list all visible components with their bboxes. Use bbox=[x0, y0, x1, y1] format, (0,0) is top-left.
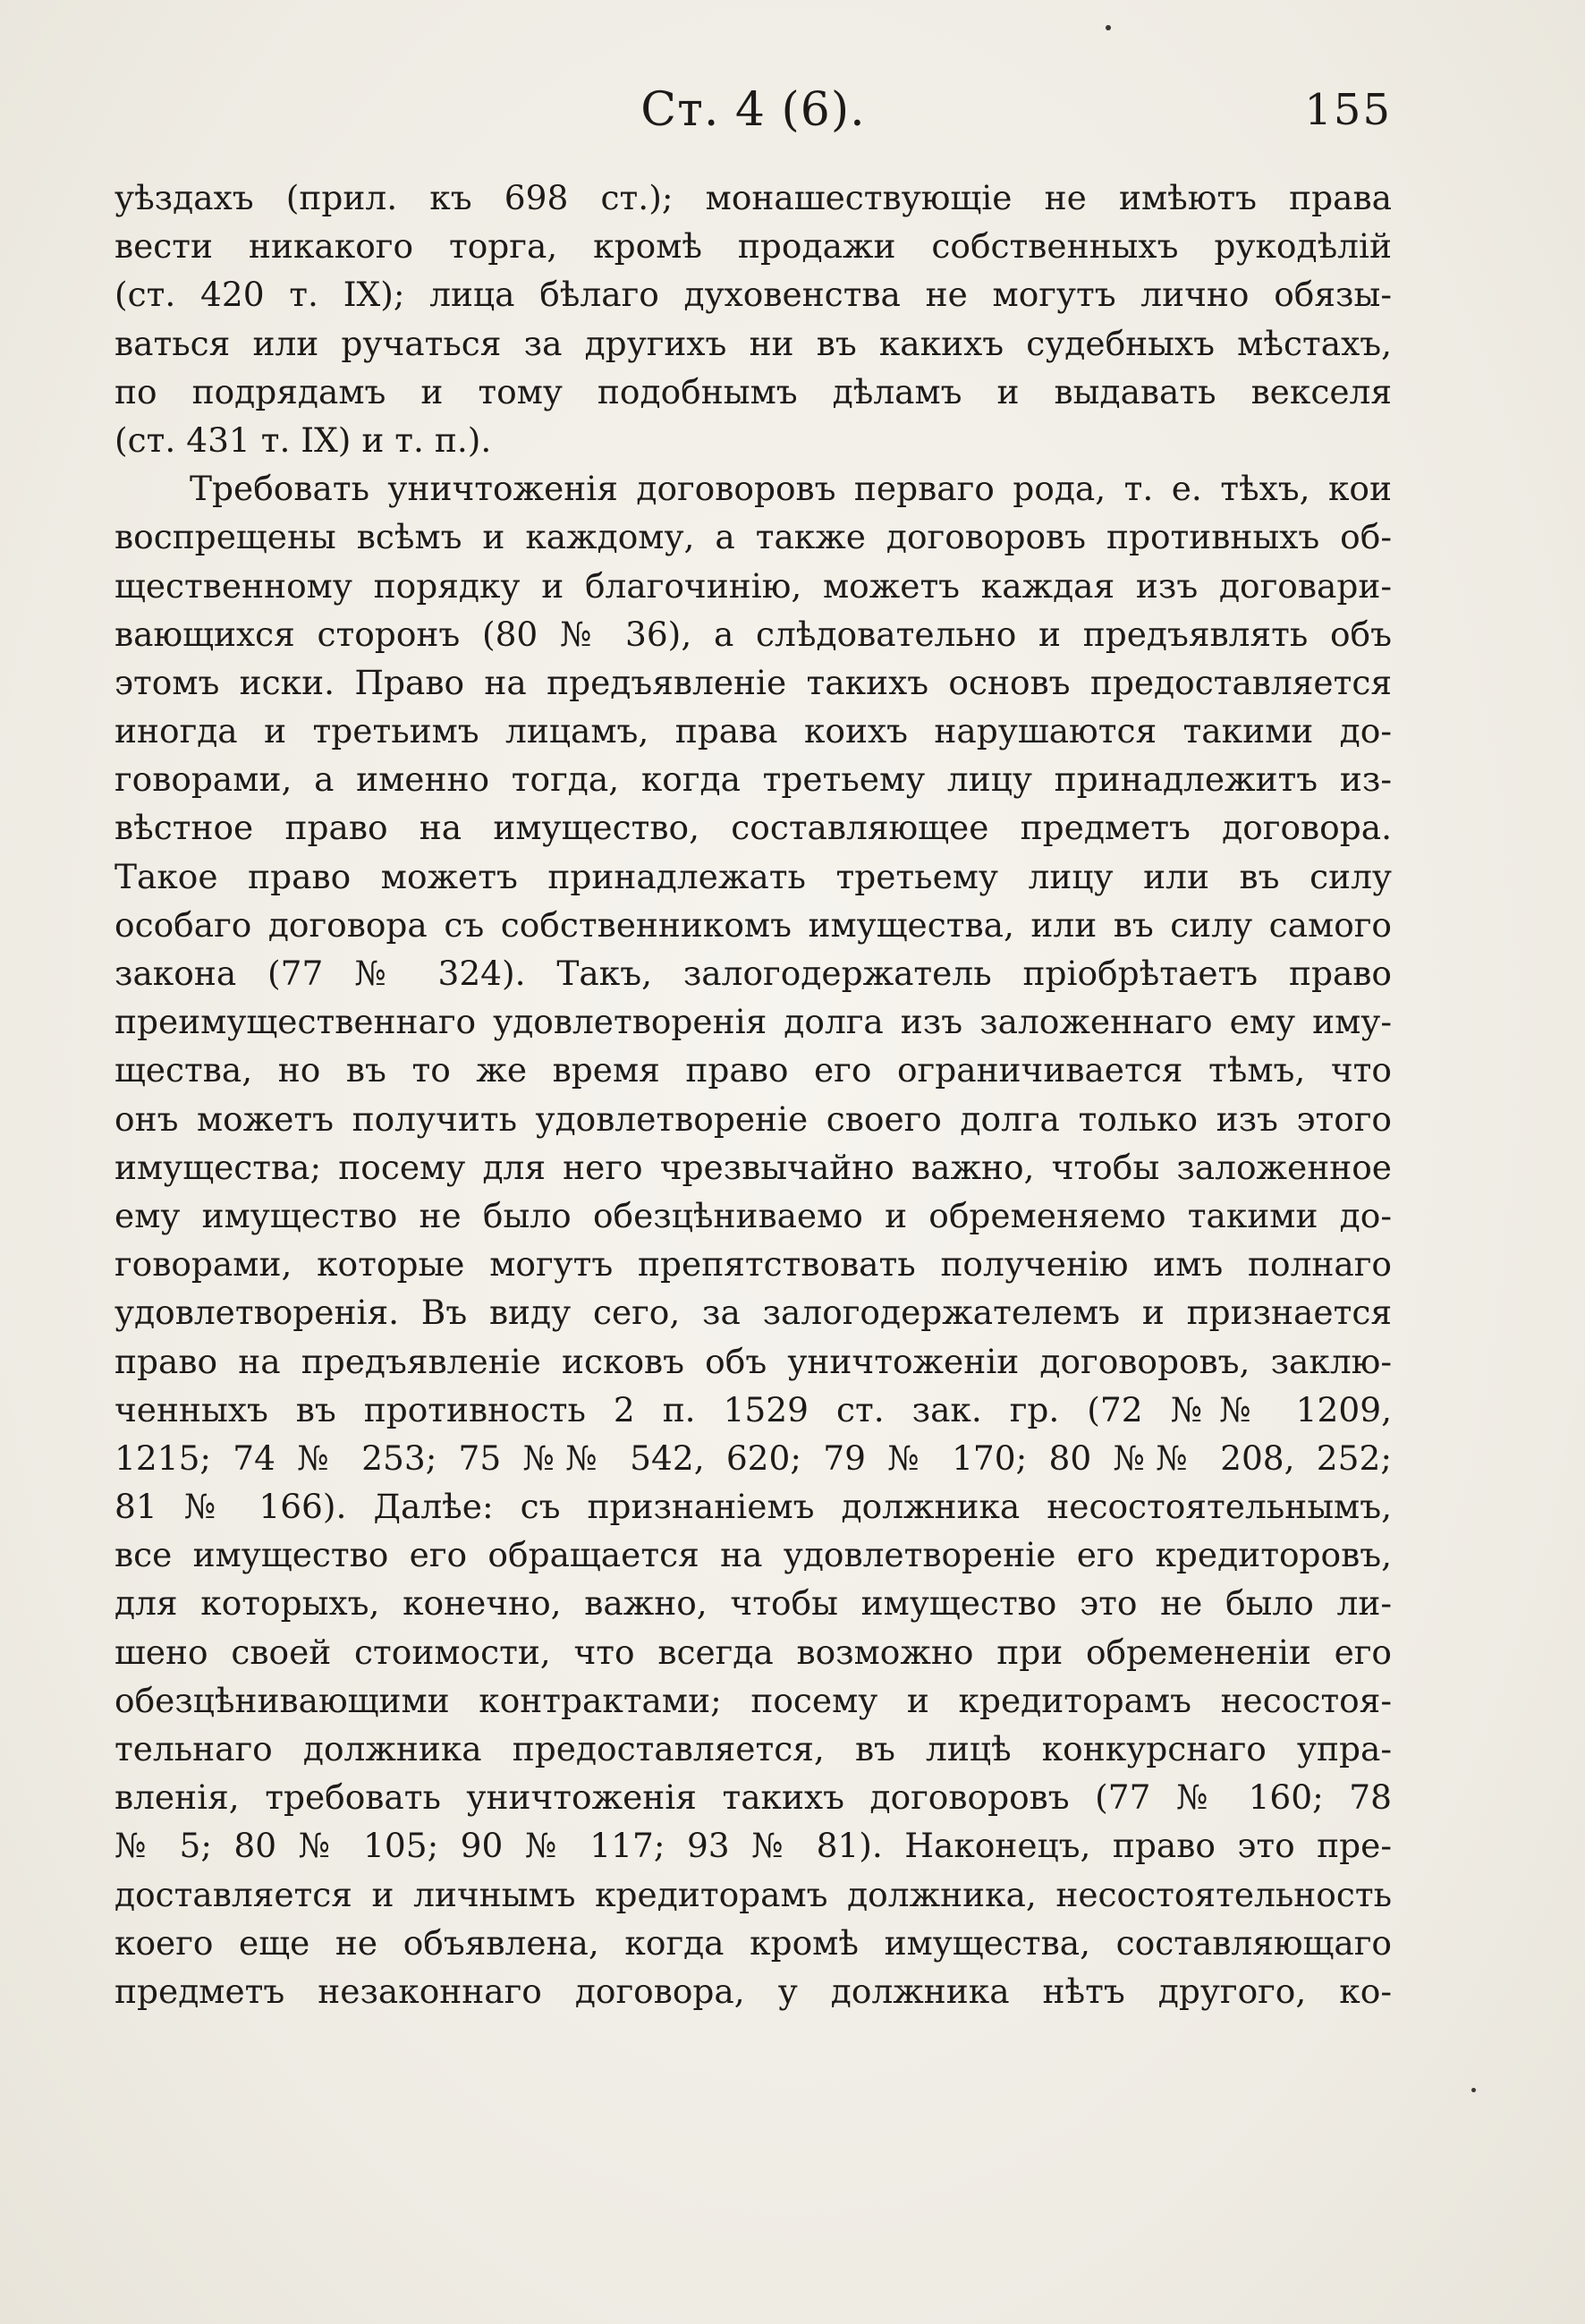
page-header bbox=[114, 79, 1392, 141]
text-line: ему имущество не было обезцѣниваемо и обременяемо такими до- bbox=[114, 1195, 1392, 1235]
body-text bbox=[114, 174, 1392, 2015]
text-line: щественному порядку и благочинію, можетъ каждая изъ договари- bbox=[114, 565, 1392, 606]
text-line: 81 № 166). Далѣе: съ признаніемъ должника несостоятельнымъ, bbox=[114, 1487, 1392, 1527]
text-line: преимущественнаго удовлетворенія долга изъ заложеннаго ему иму- bbox=[114, 1002, 1392, 1042]
text-line: онъ можетъ получить удовлетвореніе своего долга только изъ этого bbox=[114, 1098, 1392, 1139]
text-line: для которыхъ, конечно, важно, чтобы имущество это не было ли- bbox=[114, 1583, 1392, 1624]
text-line: иногда и третьимъ лицамъ, права коихъ нарушаются такими до- bbox=[114, 711, 1392, 751]
text-line: обезцѣнивающими контрактами; посему и кредиторамъ несостоя- bbox=[114, 1680, 1392, 1720]
text-line: вести никакого торга, кромѣ продажи собственныхъ рукодѣлій bbox=[114, 226, 1392, 267]
text-line: № 5; 80 № 105; 90 № 117; 93 № 81). Наконецъ, право это пре- bbox=[114, 1826, 1392, 1866]
text-line: вающихся сторонъ (80 № 36), а слѣдовательно и предъявлять объ bbox=[114, 614, 1392, 654]
text-line: (ст. 431 т. IX) и т. п.). bbox=[114, 420, 492, 460]
text-line: удовлетворенія. Въ виду сего, за залогодержателемъ и признается bbox=[114, 1293, 1392, 1333]
text-line: говорами, которые могутъ препятствовать полученію имъ полнаго bbox=[114, 1244, 1392, 1285]
text-line: (ст. 420 т. IX); лица бѣлаго духовенства не могутъ лично обязы- bbox=[114, 275, 1392, 315]
text-line: говорами, а именно тогда, когда третьему лицу принадлежитъ из- bbox=[114, 759, 1392, 800]
text-line: шено своей стоимости, что всегда возможно при обремененіи его bbox=[114, 1632, 1392, 1672]
text-line: особаго договора съ собственникомъ имущества, или въ силу самого bbox=[114, 904, 1392, 945]
text-line: этомъ иски. Право на предъявленіе такихъ основъ предоставляется bbox=[114, 662, 1392, 702]
text-line: 1215; 74 № 253; 75 №№ 542, 620; 79 № 170; 80 №№ 208, 252; bbox=[114, 1438, 1392, 1478]
running-head: Ст. 4 (6). bbox=[640, 83, 866, 137]
text-line: ваться или ручаться за другихъ ни въ какихъ судебныхъ мѣстахъ, bbox=[114, 323, 1392, 363]
text-line: ченныхъ въ противность 2 п. 1529 ст. зак. гр. (72 №№ 1209, bbox=[114, 1389, 1392, 1429]
paragraph-first-line: Требовать уничтоженія договоровъ перваго рода, т. е. тѣхъ, кои bbox=[190, 469, 1392, 509]
text-line: право на предъявленіе исковъ объ уничтоженіи договоровъ, заклю- bbox=[114, 1341, 1392, 1381]
text-line: вѣстное право на имущество, составляющее предметъ договора. bbox=[114, 808, 1392, 848]
text-line: предметъ незаконнаго договора, у должника нѣтъ другого, ко- bbox=[114, 1971, 1392, 2011]
text-line: закона (77 № 324). Такъ, залогодержатель пріобрѣтаетъ право bbox=[114, 954, 1392, 993]
text-line: воспрещены всѣмъ и каждому, а также договоровъ противныхъ об- bbox=[114, 517, 1392, 557]
text-line: доставляется и личнымъ кредиторамъ должника, несостоятельность bbox=[114, 1874, 1392, 1914]
text-line: по подрядамъ и тому подобнымъ дѣламъ и выдавать векселя bbox=[114, 371, 1392, 411]
text-line: уѣздахъ (прил. къ 698 ст.); монашествующіе не имѣютъ права bbox=[114, 178, 1392, 217]
text-line: щества, но въ то же время право его ограничивается тѣмъ, что bbox=[114, 1050, 1392, 1090]
print-speck bbox=[1106, 25, 1111, 30]
text-line: тельнаго должника предоставляется, въ лицѣ конкурснаго упра- bbox=[114, 1729, 1392, 1768]
page-number: 155 bbox=[1304, 85, 1392, 135]
text-line: вленія, требовать уничтоженія такихъ договоровъ (77 № 160; 78 bbox=[114, 1777, 1392, 1818]
print-speck bbox=[1471, 2088, 1476, 2092]
text-line: имущества; посему для него чрезвычайно важно, чтобы заложенное bbox=[114, 1147, 1392, 1187]
text-line: Такое право можетъ принадлежать третьему лицу или въ силу bbox=[114, 856, 1392, 896]
text-line: коего еще не объявлена, когда кромѣ имущества, составляющаго bbox=[114, 1922, 1392, 1963]
text-line: все имущество его обращается на удовлетвореніе его кредиторовъ, bbox=[114, 1535, 1392, 1575]
